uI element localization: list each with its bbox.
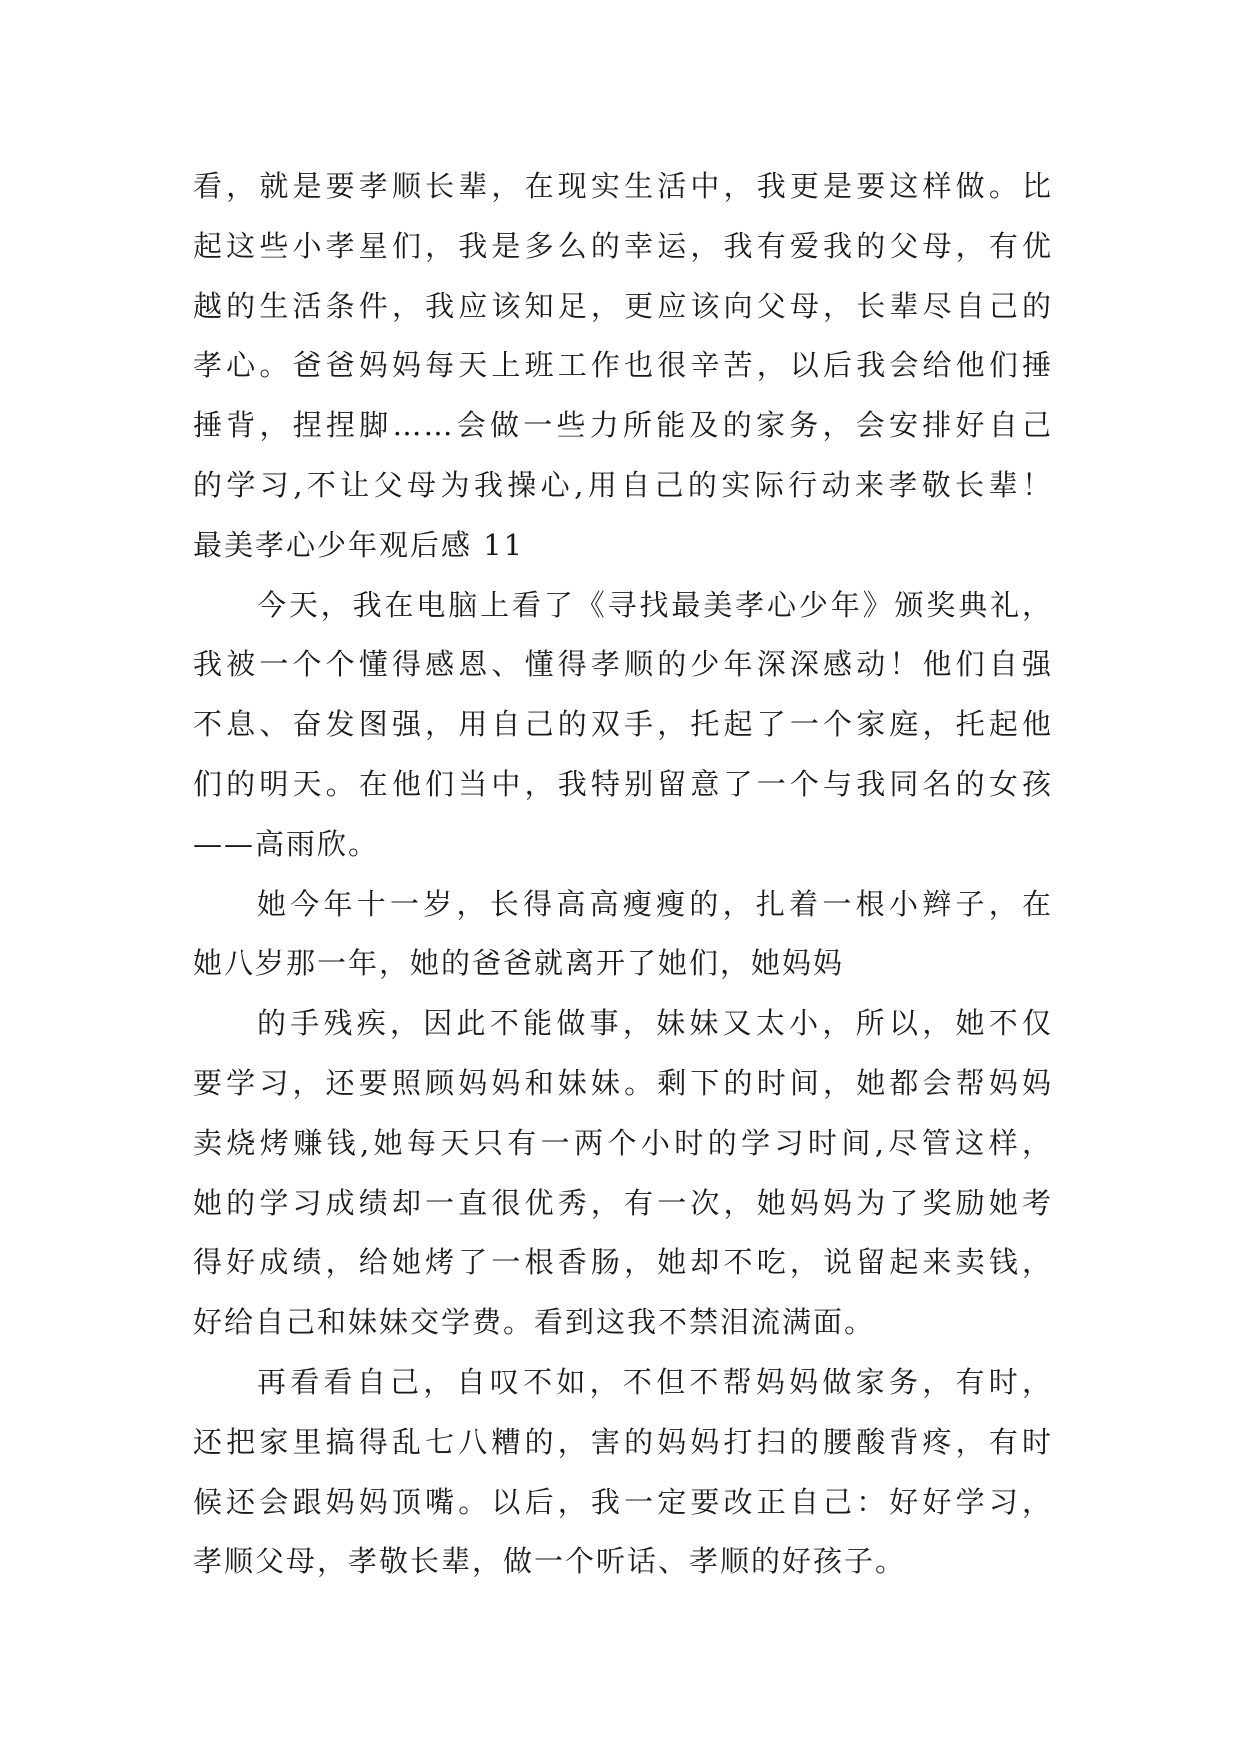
text-line: 的手残疾，因此不能做事，妹妹又太小，所以，她不仅 bbox=[257, 1006, 1053, 1041]
text-line: 还把家里搞得乱七八糟的，害的妈妈打扫的腰酸背疼，有时 bbox=[193, 1424, 1053, 1459]
text-line: 的学习,不让父母为我操心,用自己的实际行动来孝敬长辈！ bbox=[193, 467, 1053, 502]
text-line: 她八岁那一年，她的爸爸就离开了她们，她妈妈 bbox=[193, 946, 845, 981]
paragraph bbox=[193, 875, 1053, 995]
paragraph bbox=[193, 1353, 1053, 1592]
text-line: 孝顺父母，孝敬长辈，做一个听话、孝顺的好孩子。 bbox=[193, 1544, 907, 1579]
text-line: 候还会跟妈妈顶嘴。以后，我一定要改正自己：好好学习， bbox=[193, 1484, 1053, 1519]
text-line: ——高雨欣。 bbox=[193, 826, 380, 861]
text-line: 我被一个个懂得感恩、懂得孝顺的少年深深感动！他们自强 bbox=[193, 647, 1053, 682]
text-line: 她今年十一岁，长得高高瘦瘦的，扎着一根小辫子，在 bbox=[257, 886, 1053, 921]
text-line: 看，就是要孝顺长辈，在现实生活中，我更是要这样做。比 bbox=[193, 169, 1053, 203]
paragraph bbox=[193, 157, 1053, 516]
text-line: 孝心。爸爸妈妈每天上班工作也很辛苦，以后我会给他们捶 bbox=[193, 348, 1053, 383]
text-line: 再看看自己，自叹不如，不但不帮妈妈做家务，有时， bbox=[257, 1364, 1053, 1399]
text-line: 好给自己和妹妹交学费。看到这我不禁泪流满面。 bbox=[193, 1305, 876, 1340]
text-line: 起这些小孝星们，我是多么的幸运，我有爱我的父母，有优 bbox=[193, 228, 1053, 263]
text-line: 不息、奋发图强，用自己的双手，托起了一个家庭，托起他 bbox=[193, 707, 1053, 742]
text-line: 卖烧烤赚钱,她每天只有一两个小时的学习时间,尽管这样， bbox=[193, 1125, 1053, 1160]
section-heading bbox=[193, 516, 1053, 576]
text-line: 捶背，捏捏脚……会做一些力所能及的家务，会安排好自己 bbox=[193, 408, 1053, 443]
text-line: 要学习，还要照顾妈妈和妹妹。剩下的时间，她都会帮妈妈 bbox=[193, 1065, 1053, 1100]
text-line: 今天，我在电脑上看了《寻找最美孝心少年》颁奖典礼， bbox=[257, 587, 1053, 622]
document-body bbox=[193, 157, 1053, 1592]
text-line: 她的学习成绩却一直很优秀，有一次，她妈妈为了奖励她考 bbox=[193, 1185, 1053, 1220]
heading-text: 最美孝心少年观后感 11 bbox=[193, 527, 525, 562]
text-line: 们的明天。在他们当中，我特别留意了一个与我同名的女孩 bbox=[193, 766, 1053, 801]
text-line: 越的生活条件，我应该知足，更应该向父母，长辈尽自己的 bbox=[193, 288, 1053, 323]
paragraph bbox=[193, 576, 1053, 875]
paragraph bbox=[193, 994, 1053, 1353]
text-line: 得好成绩，给她烤了一根香肠，她却不吃，说留起来卖钱， bbox=[193, 1245, 1053, 1280]
